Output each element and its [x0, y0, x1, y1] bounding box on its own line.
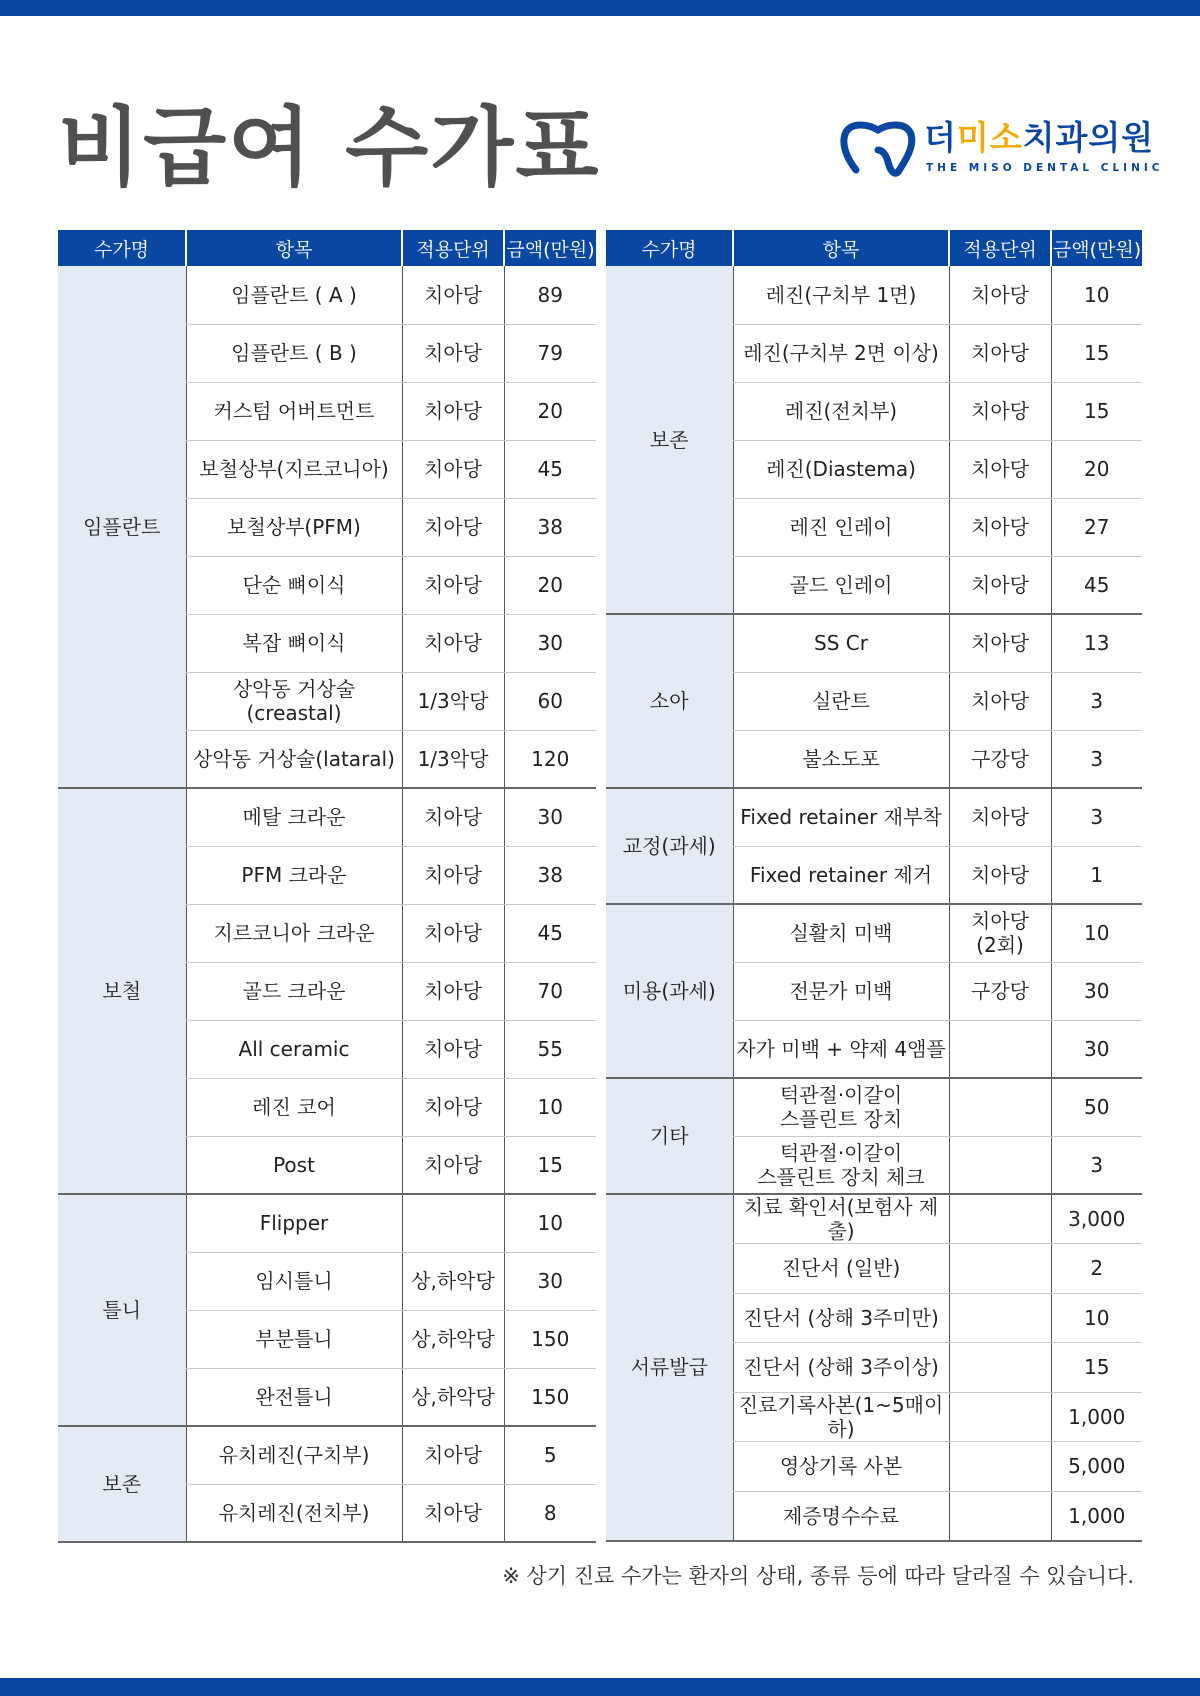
- header-price: 금액(만원): [1051, 230, 1142, 266]
- category-cell: 기타: [606, 1078, 733, 1194]
- unit-cell: 치아당: [949, 440, 1051, 498]
- item-cell: 레진 코어: [186, 1078, 402, 1136]
- item-cell: 진단서 (일반): [733, 1244, 949, 1294]
- item-cell: 골드 인레이: [733, 556, 949, 614]
- price-cell: 38: [504, 846, 596, 904]
- item-cell: Fixed retainer 재부착: [733, 788, 949, 846]
- unit-cell: 치아당: [949, 324, 1051, 382]
- item-cell: 복잡 뼈이식: [186, 614, 402, 672]
- header-item: 항목: [733, 230, 949, 266]
- price-cell: 20: [504, 382, 596, 440]
- unit-cell: 1/3악당: [402, 672, 504, 730]
- header-item: 항목: [186, 230, 402, 266]
- item-cell: 전문가 미백: [733, 962, 949, 1020]
- unit-cell: 상,하악당: [402, 1368, 504, 1426]
- price-cell: 15: [1051, 324, 1142, 382]
- price-cell: 27: [1051, 498, 1142, 556]
- unit-cell: [949, 1136, 1051, 1194]
- price-cell: 3: [1051, 672, 1142, 730]
- unit-cell: [949, 1442, 1051, 1492]
- item-cell: Post: [186, 1136, 402, 1194]
- unit-cell: 치아당: [402, 1484, 504, 1542]
- item-cell: 부분틀니: [186, 1310, 402, 1368]
- footnote: ※ 상기 진료 수가는 환자의 상태, 종류 등에 따라 달라질 수 있습니다.: [502, 1564, 1134, 1588]
- page-title: 비급여 수가표: [58, 98, 601, 198]
- category-cell: 미용(과세): [606, 904, 733, 1078]
- bottom-accent-bar: [0, 1678, 1200, 1696]
- unit-cell: [402, 1194, 504, 1252]
- price-cell: 45: [504, 904, 596, 962]
- price-cell: 3,000: [1051, 1194, 1142, 1244]
- unit-cell: 치아당: [949, 672, 1051, 730]
- unit-cell: 치아당: [402, 904, 504, 962]
- tooth-logo-icon: [838, 120, 918, 178]
- category-cell: 보존: [58, 1426, 186, 1542]
- unit-cell: 치아당: [402, 1426, 504, 1484]
- unit-cell: 치아당: [402, 266, 504, 324]
- category-cell: 보철: [58, 788, 186, 1194]
- price-cell: 38: [504, 498, 596, 556]
- item-cell: 턱관절·이갈이 스플린트 장치: [733, 1078, 949, 1136]
- item-cell: 실활치 미백: [733, 904, 949, 962]
- header-price: 금액(만원): [504, 230, 596, 266]
- unit-cell: 치아당: [402, 498, 504, 556]
- unit-cell: 구강당: [949, 730, 1051, 788]
- unit-cell: [949, 1293, 1051, 1343]
- price-cell: 89: [504, 266, 596, 324]
- price-cell: 10: [1051, 266, 1142, 324]
- price-cell: 3: [1051, 730, 1142, 788]
- price-cell: 70: [504, 962, 596, 1020]
- clinic-logo: [838, 118, 1164, 180]
- unit-cell: 치아당: [402, 324, 504, 382]
- price-cell: 13: [1051, 614, 1142, 672]
- price-cell: 60: [504, 672, 596, 730]
- table-row: [606, 904, 1142, 962]
- category-cell: 보존: [606, 266, 733, 614]
- item-cell: 제증명수수료: [733, 1491, 949, 1541]
- item-cell: 레진(전치부): [733, 382, 949, 440]
- category-cell: 임플란트: [58, 266, 186, 788]
- price-cell: 20: [1051, 440, 1142, 498]
- unit-cell: [949, 1020, 1051, 1078]
- unit-cell: 치아당: [402, 1136, 504, 1194]
- header-fee-name: 수가명: [606, 230, 733, 266]
- unit-cell: [949, 1078, 1051, 1136]
- unit-cell: 1/3악당: [402, 730, 504, 788]
- unit-cell: 치아당: [949, 846, 1051, 904]
- item-cell: 레진(Diastema): [733, 440, 949, 498]
- item-cell: All ceramic: [186, 1020, 402, 1078]
- unit-cell: 치아당: [402, 556, 504, 614]
- item-cell: 레진 인레이: [733, 498, 949, 556]
- price-cell: 79: [504, 324, 596, 382]
- item-cell: 영상기록 사본: [733, 1442, 949, 1492]
- price-cell: 150: [504, 1310, 596, 1368]
- header-unit: 적용단위: [949, 230, 1051, 266]
- price-cell: 10: [1051, 904, 1142, 962]
- item-cell: 진료기록사본(1~5매이하): [733, 1392, 949, 1442]
- item-cell: 단순 뼈이식: [186, 556, 402, 614]
- unit-cell: 치아당: [949, 556, 1051, 614]
- unit-cell: 치아당: [949, 382, 1051, 440]
- item-cell: 레진(구치부 1면): [733, 266, 949, 324]
- top-accent-bar: [0, 0, 1200, 16]
- item-cell: 턱관절·이갈이 스플린트 장치 체크: [733, 1136, 949, 1194]
- unit-cell: 치아당: [402, 1078, 504, 1136]
- unit-cell: [949, 1343, 1051, 1393]
- unit-cell: 치아당 (2회): [949, 904, 1051, 962]
- unit-cell: 치아당: [402, 614, 504, 672]
- price-cell: 55: [504, 1020, 596, 1078]
- item-cell: 치료 확인서(보험사 제출): [733, 1194, 949, 1244]
- item-cell: 상악동 거상술(creastal): [186, 672, 402, 730]
- unit-cell: [949, 1491, 1051, 1541]
- item-cell: SS Cr: [733, 614, 949, 672]
- item-cell: 커스텀 어버트먼트: [186, 382, 402, 440]
- unit-cell: 치아당: [402, 788, 504, 846]
- table-row: [606, 788, 1142, 846]
- table-row: [58, 266, 596, 324]
- unit-cell: 치아당: [402, 1020, 504, 1078]
- clinic-name: 더미소치과의원: [924, 118, 1155, 157]
- table-row: [606, 1078, 1142, 1136]
- unit-cell: 치아당: [402, 440, 504, 498]
- unit-cell: 상,하악당: [402, 1310, 504, 1368]
- price-cell: 150: [504, 1368, 596, 1426]
- item-cell: Fixed retainer 제거: [733, 846, 949, 904]
- item-cell: 임플란트 ( A ): [186, 266, 402, 324]
- item-cell: 진단서 (상해 3주이상): [733, 1343, 949, 1393]
- unit-cell: [949, 1244, 1051, 1294]
- item-cell: 상악동 거상술(lataral): [186, 730, 402, 788]
- price-cell: 15: [504, 1136, 596, 1194]
- unit-cell: 상,하악당: [402, 1252, 504, 1310]
- price-cell: 2: [1051, 1244, 1142, 1294]
- price-cell: 15: [1051, 382, 1142, 440]
- price-cell: 120: [504, 730, 596, 788]
- unit-cell: 치아당: [949, 614, 1051, 672]
- item-cell: 메탈 크라운: [186, 788, 402, 846]
- price-cell: 15: [1051, 1343, 1142, 1393]
- price-cell: 1: [1051, 846, 1142, 904]
- table-row: [58, 788, 596, 846]
- price-cell: 30: [504, 614, 596, 672]
- item-cell: 지르코니아 크라운: [186, 904, 402, 962]
- price-cell: 45: [504, 440, 596, 498]
- price-cell: 45: [1051, 556, 1142, 614]
- category-cell: 틀니: [58, 1194, 186, 1426]
- fee-table-left: [58, 230, 596, 1543]
- item-cell: 임플란트 ( B ): [186, 324, 402, 382]
- price-cell: 8: [504, 1484, 596, 1542]
- fee-table-right: [606, 230, 1142, 1542]
- price-cell: 3: [1051, 1136, 1142, 1194]
- price-cell: 30: [504, 788, 596, 846]
- item-cell: 완전틀니: [186, 1368, 402, 1426]
- item-cell: 불소도포: [733, 730, 949, 788]
- table-row: [58, 1426, 596, 1484]
- category-cell: 소아: [606, 614, 733, 788]
- price-cell: 5,000: [1051, 1442, 1142, 1492]
- table-row: [606, 614, 1142, 672]
- table-row: [58, 1194, 596, 1252]
- price-cell: 30: [504, 1252, 596, 1310]
- item-cell: 보철상부(지르코니아): [186, 440, 402, 498]
- table-row: [606, 1194, 1142, 1244]
- item-cell: 보철상부(PFM): [186, 498, 402, 556]
- price-cell: 30: [1051, 1020, 1142, 1078]
- item-cell: 실란트: [733, 672, 949, 730]
- item-cell: 자가 미백 + 약제 4앰플: [733, 1020, 949, 1078]
- unit-cell: 치아당: [949, 498, 1051, 556]
- item-cell: 임시틀니: [186, 1252, 402, 1310]
- price-cell: 30: [1051, 962, 1142, 1020]
- unit-cell: 치아당: [949, 266, 1051, 324]
- header-fee-name: 수가명: [58, 230, 186, 266]
- unit-cell: 치아당: [402, 382, 504, 440]
- category-cell: 교정(과세): [606, 788, 733, 904]
- header-unit: 적용단위: [402, 230, 504, 266]
- item-cell: 골드 크라운: [186, 962, 402, 1020]
- unit-cell: 치아당: [402, 962, 504, 1020]
- item-cell: 진단서 (상해 3주미만): [733, 1293, 949, 1343]
- price-cell: 10: [504, 1194, 596, 1252]
- clinic-name-english: THE MISO DENTAL CLINIC: [926, 162, 1164, 174]
- item-cell: Flipper: [186, 1194, 402, 1252]
- unit-cell: [949, 1194, 1051, 1244]
- price-cell: 10: [1051, 1293, 1142, 1343]
- item-cell: 유치레진(구치부): [186, 1426, 402, 1484]
- price-cell: 20: [504, 556, 596, 614]
- item-cell: PFM 크라운: [186, 846, 402, 904]
- table-row: [606, 266, 1142, 324]
- price-cell: 3: [1051, 788, 1142, 846]
- unit-cell: [949, 1392, 1051, 1442]
- unit-cell: 구강당: [949, 962, 1051, 1020]
- price-cell: 50: [1051, 1078, 1142, 1136]
- price-cell: 1,000: [1051, 1491, 1142, 1541]
- item-cell: 레진(구치부 2면 이상): [733, 324, 949, 382]
- price-cell: 1,000: [1051, 1392, 1142, 1442]
- price-cell: 10: [504, 1078, 596, 1136]
- unit-cell: 치아당: [402, 846, 504, 904]
- unit-cell: 치아당: [949, 788, 1051, 846]
- item-cell: 유치레진(전치부): [186, 1484, 402, 1542]
- category-cell: 서류발급: [606, 1194, 733, 1541]
- price-cell: 5: [504, 1426, 596, 1484]
